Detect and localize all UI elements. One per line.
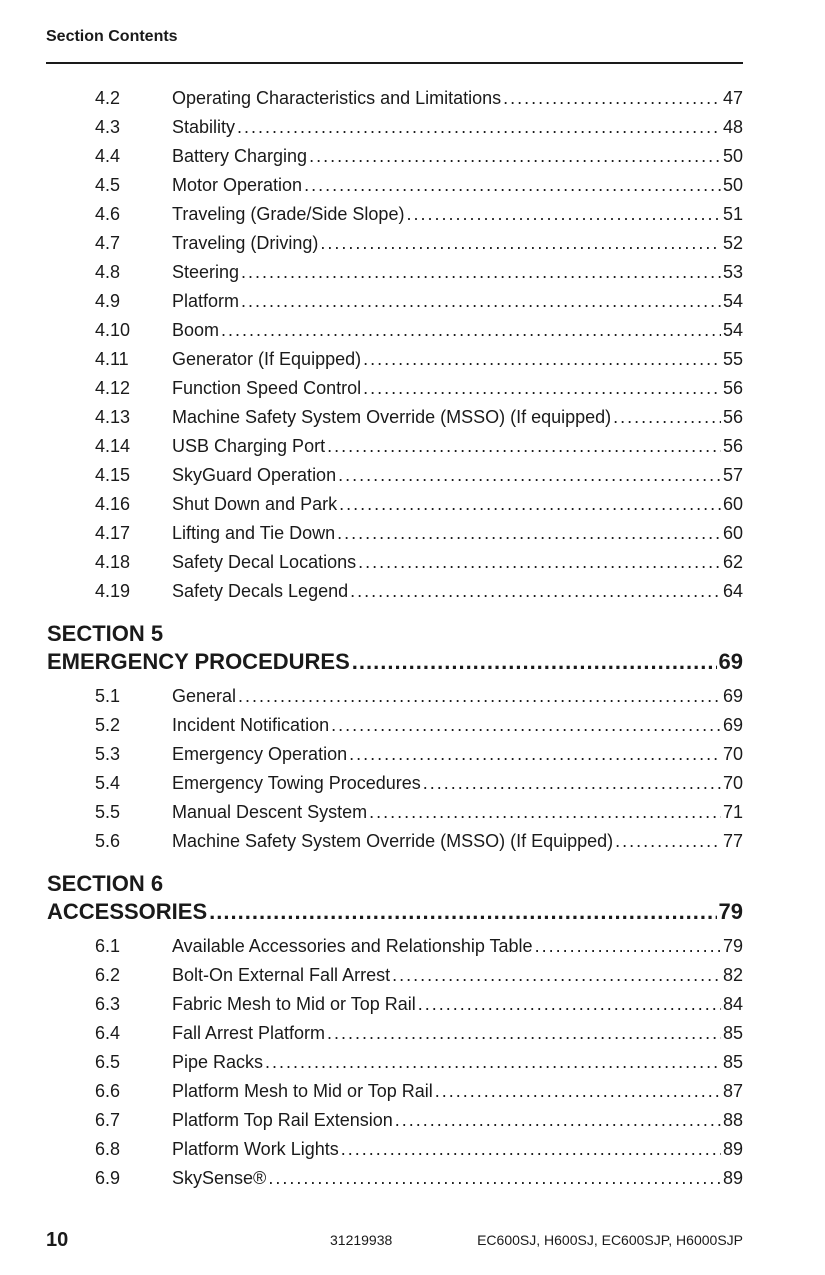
toc-entry[interactable] (0, 142, 825, 171)
toc-entry[interactable] (0, 171, 825, 200)
toc-entry-line (172, 1106, 743, 1135)
toc-entry-page: 69 (722, 686, 743, 706)
toc-entry-line (172, 84, 743, 113)
toc-entry-page: 50 (722, 146, 743, 166)
toc-entry-line (172, 229, 743, 258)
toc-entry-page: 52 (722, 233, 743, 253)
toc-entry[interactable] (0, 200, 825, 229)
dot-leader (209, 898, 716, 926)
toc-entry-number: 6.7 (95, 1110, 121, 1130)
toc-entry[interactable] (0, 769, 825, 798)
dot-leader (304, 171, 721, 200)
dot-leader (241, 287, 721, 316)
toc-entry[interactable] (0, 316, 825, 345)
toc-entry-number: 4.5 (95, 175, 121, 195)
section-title: EMERGENCY PROCEDURES (47, 649, 350, 674)
toc-entry-page: 85 (722, 1052, 743, 1072)
toc-entry-number: 4.16 (95, 494, 131, 514)
toc-entry-line (172, 1135, 743, 1164)
toc-entry-line (172, 548, 743, 577)
section-title: ACCESSORIES (47, 899, 208, 924)
toc-entry-page: 89 (722, 1139, 743, 1159)
dot-leader (363, 345, 721, 374)
toc-entry-title: General (172, 686, 237, 706)
dot-leader (418, 990, 721, 1019)
dot-leader (369, 798, 721, 827)
dot-leader (392, 961, 721, 990)
toc-entry-number: 6.5 (95, 1052, 121, 1072)
toc-entry-page: 56 (722, 407, 743, 427)
toc-entry-line (172, 1164, 743, 1193)
toc-entry[interactable] (0, 577, 825, 606)
toc-entry-number: 6.2 (95, 965, 121, 985)
dot-leader (350, 577, 721, 606)
toc-entry-title: Traveling (Grade/Side Slope) (172, 204, 405, 224)
toc-entry-title: Platform Top Rail Extension (172, 1110, 393, 1130)
dot-leader (363, 374, 721, 403)
toc-entry-page: 84 (722, 994, 743, 1014)
toc-entry-title: Safety Decal Locations (172, 552, 357, 572)
toc-entry-line (172, 769, 743, 798)
dot-leader (535, 932, 721, 961)
toc-entry-number: 4.10 (95, 320, 131, 340)
toc-entry[interactable] (0, 403, 825, 432)
toc-entry-title: SkyGuard Operation (172, 465, 337, 485)
toc-entry-line (172, 171, 743, 200)
toc-entry-title: Steering (172, 262, 240, 282)
toc-entry-number: 4.11 (95, 349, 129, 369)
toc-entry[interactable] (0, 827, 825, 856)
toc-entry-line (172, 200, 743, 229)
toc-entry-title: Available Accessories and Relationship Table (172, 936, 533, 956)
toc-entry-title: Boom (172, 320, 220, 340)
dot-leader (338, 461, 721, 490)
toc-entry-number: 4.13 (95, 407, 131, 427)
dot-leader (352, 648, 717, 676)
toc-entry-line (172, 374, 743, 403)
section-title-link[interactable] (47, 898, 743, 926)
toc-entry-title: Emergency Operation (172, 744, 348, 764)
dot-leader (341, 1135, 721, 1164)
toc-entry-number: 5.3 (95, 744, 121, 764)
dot-leader (349, 740, 721, 769)
toc-entry-title: Machine Safety System Override (MSSO) (If Equipped) (172, 831, 614, 851)
toc-entry-line (172, 577, 743, 606)
toc-entry-page: 85 (722, 1023, 743, 1043)
section-heading (0, 870, 825, 926)
section-label: SECTION 5 (47, 621, 164, 646)
toc-entry-number: 4.7 (95, 233, 121, 253)
toc-entry-title: Emergency Towing Procedures (172, 773, 421, 793)
dot-leader (613, 403, 721, 432)
dot-leader (265, 1048, 721, 1077)
section-label: SECTION 6 (47, 871, 164, 896)
dot-leader (327, 432, 721, 461)
toc-entry[interactable] (0, 84, 825, 113)
toc-entry[interactable] (0, 740, 825, 769)
toc-entry[interactable] (0, 229, 825, 258)
dot-leader (241, 258, 721, 287)
toc-entry-line (172, 1048, 743, 1077)
toc-entry-line (172, 258, 743, 287)
toc-entry-line (172, 403, 743, 432)
toc-entry-number: 6.3 (95, 994, 121, 1014)
toc-entry-line (172, 142, 743, 171)
toc-entry-title: Shut Down and Park (172, 494, 338, 514)
footer-doc-number: 31219938 (330, 1232, 393, 1248)
section-page: 69 (718, 649, 743, 674)
toc-entry-page: 47 (722, 88, 743, 108)
toc-entry-number: 4.15 (95, 465, 131, 485)
toc-entry[interactable] (0, 490, 825, 519)
dot-leader (221, 316, 721, 345)
toc-entry[interactable] (0, 990, 825, 1019)
dot-leader (395, 1106, 721, 1135)
toc-entry-page: 56 (722, 378, 743, 398)
toc-entry-page: 50 (722, 175, 743, 195)
dot-leader (503, 84, 721, 113)
toc-entry[interactable] (0, 374, 825, 403)
toc-entry-number: 5.6 (95, 831, 121, 851)
toc-entry[interactable] (0, 345, 825, 374)
toc-entry-title: Stability (172, 117, 236, 137)
dot-leader (327, 1019, 721, 1048)
toc-entry-line (172, 798, 743, 827)
toc-entry-title: Pipe Racks (172, 1052, 264, 1072)
toc-entry[interactable] (0, 1019, 825, 1048)
toc-entry[interactable] (0, 1106, 825, 1135)
toc-entry[interactable] (0, 1077, 825, 1106)
toc-entry[interactable] (0, 287, 825, 316)
toc-entry-page: 70 (722, 773, 743, 793)
toc-entry[interactable] (0, 961, 825, 990)
toc-entry-page: 54 (722, 320, 743, 340)
toc-entry[interactable] (0, 682, 825, 711)
toc-entry-title: Traveling (Driving) (172, 233, 319, 253)
toc-entry-number: 4.18 (95, 552, 131, 572)
toc-entry[interactable] (0, 711, 825, 740)
page-header-title: Section Contents (46, 28, 178, 45)
toc-entry-page: 62 (722, 552, 743, 572)
toc-entry-line (172, 113, 743, 142)
toc-entry-line (172, 682, 743, 711)
toc-entry-page: 56 (722, 436, 743, 456)
toc-entry-number: 5.1 (95, 686, 121, 706)
table-of-contents (0, 84, 825, 1193)
toc-entry-title: Lifting and Tie Down (172, 523, 336, 543)
dot-leader (268, 1164, 721, 1193)
toc-entry-title: Bolt-On External Fall Arrest (172, 965, 391, 985)
toc-entry-number: 6.1 (95, 936, 121, 956)
toc-entry-number: 4.2 (95, 88, 121, 108)
toc-entry-line (172, 711, 743, 740)
toc-entry-line (172, 432, 743, 461)
toc-entry-line (172, 519, 743, 548)
section-title-link[interactable] (47, 648, 743, 676)
toc-entry-line (172, 990, 743, 1019)
toc-entry-number: 6.4 (95, 1023, 121, 1043)
toc-entry-title: Fall Arrest Platform (172, 1023, 326, 1043)
toc-entry[interactable] (0, 113, 825, 142)
toc-entry-page: 54 (722, 291, 743, 311)
dot-leader (339, 490, 721, 519)
toc-entry-number: 4.9 (95, 291, 121, 311)
toc-entry-number: 4.8 (95, 262, 121, 282)
toc-entry[interactable] (0, 1135, 825, 1164)
dot-leader (406, 200, 721, 229)
toc-entry-page: 70 (722, 744, 743, 764)
toc-entry-title: Motor Operation (172, 175, 303, 195)
toc-entry-number: 4.3 (95, 117, 121, 137)
toc-entry-page: 60 (722, 523, 743, 543)
dot-leader (331, 711, 721, 740)
toc-entry-number: 4.17 (95, 523, 131, 543)
toc-entry-number: 4.4 (95, 146, 121, 166)
toc-entry-line (172, 1019, 743, 1048)
toc-entry-line (172, 287, 743, 316)
toc-entry-page: 60 (722, 494, 743, 514)
toc-entry-line (172, 316, 743, 345)
toc-entry-line (172, 461, 743, 490)
dot-leader (435, 1077, 721, 1106)
toc-entry-page: 79 (722, 936, 743, 956)
toc-entry-number: 4.19 (95, 581, 131, 601)
toc-entry-line (172, 827, 743, 856)
toc-entry-number: 5.4 (95, 773, 121, 793)
dot-leader (238, 682, 721, 711)
toc-entry-title: Operating Characteristics and Limitations (172, 88, 502, 108)
toc-entry[interactable] (0, 798, 825, 827)
toc-entry[interactable] (0, 461, 825, 490)
toc-entry[interactable] (0, 1164, 825, 1193)
toc-entry-title: Machine Safety System Override (MSSO) (If equipped) (172, 407, 612, 427)
dot-leader (358, 548, 721, 577)
toc-entry-title: Safety Decals Legend (172, 581, 349, 601)
dot-leader (320, 229, 721, 258)
footer-models: EC600SJ, H600SJ, EC600SJP, H6000SJP (477, 1232, 743, 1248)
dot-leader (423, 769, 721, 798)
toc-entry-page: 87 (722, 1081, 743, 1101)
toc-entry-title: Generator (If Equipped) (172, 349, 362, 369)
dot-leader (615, 827, 721, 856)
dot-leader (309, 142, 721, 171)
toc-entry-title: Incident Notification (172, 715, 330, 735)
toc-entry-title: Platform Work Lights (172, 1139, 339, 1159)
toc-entry[interactable] (0, 432, 825, 461)
toc-entry-line (172, 345, 743, 374)
toc-entry-page: 77 (722, 831, 743, 851)
toc-entry-number: 4.12 (95, 378, 131, 398)
toc-entry-title: Function Speed Control (172, 378, 362, 398)
toc-entry-page: 82 (722, 965, 743, 985)
toc-entry-number: 5.5 (95, 802, 121, 822)
toc-entry[interactable] (0, 519, 825, 548)
header-rule (46, 62, 743, 64)
toc-entry-line (172, 961, 743, 990)
toc-entry-number: 6.6 (95, 1081, 121, 1101)
toc-entry-page: 89 (722, 1168, 743, 1188)
toc-entry-page: 71 (722, 802, 743, 822)
toc-entry-title: Platform (172, 291, 240, 311)
toc-entry-title: USB Charging Port (172, 436, 326, 456)
toc-entry-title: Manual Descent System (172, 802, 368, 822)
toc-entry-page: 57 (722, 465, 743, 485)
toc-entry-line (172, 1077, 743, 1106)
section-page: 79 (718, 899, 743, 924)
dot-leader (237, 113, 721, 142)
toc-entry[interactable] (0, 1048, 825, 1077)
toc-entry-line (172, 490, 743, 519)
toc-entry[interactable] (0, 258, 825, 287)
toc-entry-line (172, 740, 743, 769)
toc-entry-number: 6.9 (95, 1168, 121, 1188)
section-heading (0, 620, 825, 676)
toc-entry-number: 4.6 (95, 204, 121, 224)
toc-entry-page: 64 (722, 581, 743, 601)
toc-entry-page: 53 (722, 262, 743, 282)
toc-entry-page: 55 (722, 349, 743, 369)
toc-entry-page: 48 (722, 117, 743, 137)
toc-entry-page: 69 (722, 715, 743, 735)
toc-entry[interactable] (0, 548, 825, 577)
dot-leader (337, 519, 721, 548)
toc-entry-page: 51 (722, 204, 743, 224)
toc-entry-number: 4.14 (95, 436, 131, 456)
toc-entry-title: Fabric Mesh to Mid or Top Rail (172, 994, 416, 1014)
toc-entry-page: 88 (722, 1110, 743, 1130)
toc-entry-title: Platform Mesh to Mid or Top Rail (172, 1081, 433, 1101)
toc-entry[interactable] (0, 932, 825, 961)
toc-entry-title: Battery Charging (172, 146, 308, 166)
toc-entry-line (172, 932, 743, 961)
toc-entry-number: 6.8 (95, 1139, 121, 1159)
toc-entry-title: SkySense® (172, 1168, 267, 1188)
toc-entry-number: 5.2 (95, 715, 121, 735)
footer-page-number: 10 (46, 1229, 69, 1251)
